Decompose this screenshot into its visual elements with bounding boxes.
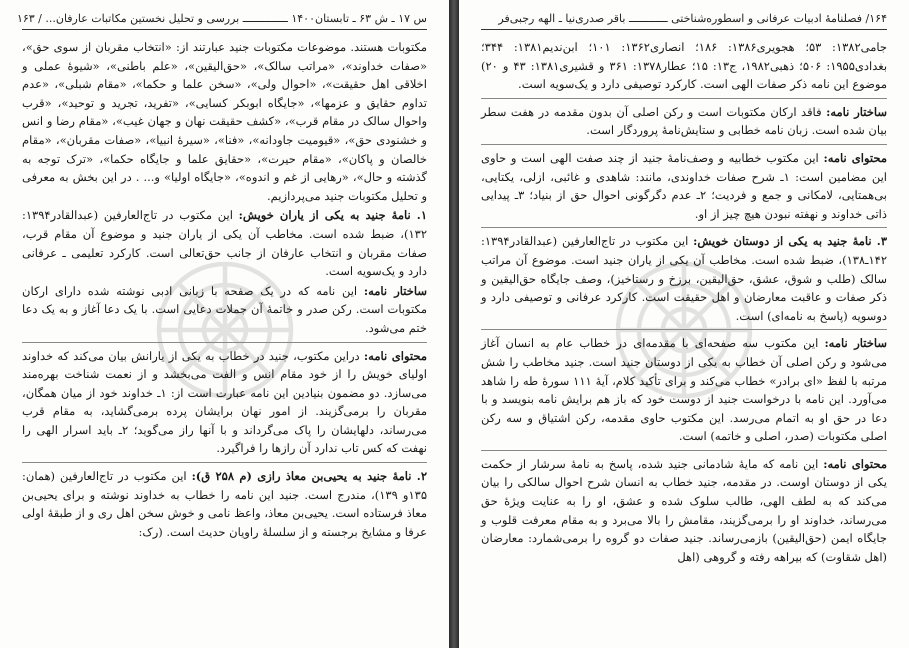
paragraph: محتوای نامه: دراین مکتوب، جنید در خطاب به یکی از یارانش بیان می‌کند که خداوند اولیای خویش را از خود مقام انس و الفت می‌بخشد و از نعمت شناخت بهره‌مند می‌سازد. دو مضمون بنیادین این نامه عبارت است از: ۱ـ خداوند خود از میان همگان، مقربان را برمی‌گزیند. از امور نهان برایشان پرده برمی‌گشاید، به مقام قرب می‌رساند، دلهایشان را پاک می‌گرداند و با آنها راز می‌گوید؛ ۲ـ باید اسرار الهی را نهفت که کس تاب ندارد آن رازها را فراگیرد.: [22, 348, 427, 456]
paragraph: محتوای نامه: این مکتوب خطابیه و وصف‌نامهٔ جنید از چند صفت الهی است و حاوی این مضامین است: ۱ـ شرح صفات خداوندی، مانند: شاهدی و غائبی، ازلی، یکتایی، بی‌همتایی، لامکانی و جمع و فردیت؛ ۲ـ عدم دگرگونی احوال حق از بنیاد؛ ۳ـ پیدایی ذاتی خداوند و نهفته نبودن هیچ چیز از او.: [481, 150, 887, 221]
paragraph: جامی۱۳۸۲: ۵۳؛ هجویری۱۳۸۶: ۱۸۶؛ انصاری۱۳۶۲: ۱۰۱؛ ابن‌ندیم۱۳۸۱: ۳۴۴؛ بغدادی۱۹۵۵: ۵۰۶؛ ذهبی۱۹۸۲، ج۱۳: ۱۵؛ عطار۱۳۷۸: ۳۶۱ و قشیری۱۳۸۱: ۴۳ و ۲۰) موضوع این نامه ذکر صفات الهی است. کارکرد توصیفی دارد و یک‌سویه است.: [481, 40, 888, 92]
divider: [22, 342, 427, 343]
divider: [481, 329, 887, 330]
divider: [22, 462, 427, 463]
divider: [481, 227, 887, 228]
paragraph: ساختار نامه: این نامه که در یک صفحه با زبانی ادبی نوشته شده دارای ارکان مکتوبات است. رکن صدر و خاتمهٔ آن جملات دعایی است. با یک دعا آغاز و به یک دعا ختم می‌شود.: [22, 283, 427, 335]
page-body: [22, 38, 427, 644]
paragraph: ۳. نامهٔ جنید به یکی از دوستان خویش: این مکتوب در تاج‌العارفین (عبدالقادر۱۳۹۴: ۱۴۲ـ۱۳۸)، ضبط شده است. مخاطب آن یکی از یاران جنید است. موضوع آن مراتب سالک (طلب و شوق، عشق، حق‌الیقین، برزخ و رستاخیز)، وصف جایگاه حق‌الیقین و ذکر صفات و عاقبت معارضان و اهل حقیقت است. کارکرد عرفانی و توصیفی دارد و دوسویه (پاسخ به نامه‌ای) است.: [481, 234, 887, 323]
running-head: ۱۶۴/ فصلنامهٔ ادبیات عرفانی و اسطوره‌شناختی ــــــــــــ باقر صدری‌نیا ـ الهه رجبی‌فر: [481, 12, 887, 30]
paragraph: ۱. نامهٔ جنید به یکی از یاران خویش: این مکتوب در تاج‌العارفین (عبدالقادر۱۳۹۴: ۱۳۲)، ضبط شده است. مخاطب آن یکی از یاران جنید و موضوع آن مقام قرب، صفات مقربان و انتخاب عارفان از جانب حق‌تعالی است. کارکرد تعلیمی ـ عرفانی دارد و یک‌سویه است.: [22, 208, 427, 279]
book-gutter: [449, 0, 459, 648]
divider: [481, 450, 887, 451]
divider: [481, 144, 887, 145]
paragraph: ۲. نامهٔ جنید به یحیی‌بن معاذ رازی (م ۲۵۸ ق): این مکتوب در تاج‌العارفین (همان: ۱۳۵و ۱۳۹)، مندرج است. جنید این نامه را خطاب به خداوند نوشته و برای یحیی‌بن معاذ فرستاده است. یحیی‌بن معاذ، واعظ نامی و خوش سخن اهل ری و از طبقهٔ اولی عرفا و مشایخ برجسته و از سلسلهٔ راویان حدیث است. (رک:: [22, 469, 427, 539]
paragraph: ساختار نامه: فاقد ارکان مکتوبات است و رکن اصلی آن بدون مقدمه در هفت سطر بیان شده است. زبان نامه خطابی و ستایش‌نامهٔ پروردگار است.: [481, 104, 887, 138]
page-body: [481, 38, 887, 644]
right-page: [459, 0, 909, 648]
paragraph: محتوای نامه: این نامه که مایهٔ شادمانی جنید شده، پاسخ به نامهٔ سرشار از حکمت یکی از دوستان اوست. در مقدمه، جنید خطاب به انسان شرح احوال سالکی را بیان می‌کند که به لطف الهی، طالب سلوک شده و عشق، او را به عنایت ویژهٔ حق می‌رساند، خداوند او را برمی‌گزیند، مقامش را بالا می‌برد و به مقام معرفت قلوب و جایگاه ایمن (حق‌الیقین) بازمی‌رساند. جنید صفات دو گروه را برمی‌شمارد: معارضان (اهل شقاوت) که بیراهه رفته و گروهی (اهل: [481, 456, 887, 564]
paragraph: مکتوبات هستند. موضوعات مکتوبات جنید عبارتند از: «انتخاب مقربان از سوی حق»، «صفات خداوند»، «مراتب سالک»، «حق‌الیقین»، «علم باطنی»، «شیوهٔ عملی و اخلاقی اهل حقیقت»، «احوال ولی»، «سخن علما و حکما»، «مقام شبلی»، «عدم تداوم حقایق و عزمها»، «جایگاه ابوبکر کسایی»، «تفرید، تجرید و توحید»، «قرب واحوال سالک در مقام قرب»، «کشف حقیقت نهان و جهان غیب»، «مقام رضا و انس و خشنودی حق»، «قیومیت جاودانه»، «فنا»، «سیرهٔ انبیا»، «صفات مقربان»، «مقام خالصان و پاکان»، «مقام حیرت»، «حقایق علما و جایگاه حکما»، «ترک توجه به گذشته و حال»، «رهایی از غم و اندوه»، «جایگاه اولیا» و... . در این بخش به معرفی و تحلیل مکتوبات جنید می‌پردازیم.: [22, 40, 427, 203]
left-page: [0, 0, 449, 648]
paragraph: ساختار نامه: این مکتوب سه صفحه‌ای با مقدمه‌ای در خطاب عام به انسان آغاز می‌شود و رکن اصلی آن خطاب به یکی از دوستان جنید است. جنید مخاطب را شش مرتبه با لفظ «ای برادر» خطاب می‌کند و برای تأکید کلام، آیهٔ ۱۱۱ سورهٔ طه را شاهد می‌آورد. این نامه با درخواست جنید از دوست خود که باز هم برایش نامه بنویسد و با دعا در حق او به اتمام می‌رسد. این مکتوب حاوی مقدمه، رکن اشتیاق و سه رکن اصلی مکتوبات (صدر، اصلی و خاتمه) است.: [481, 336, 887, 444]
divider: [481, 98, 887, 99]
running-head: س ۱۷ ـ ش ۶۳ ـ تابستان۱۴۰۰ ــــــــــــــ بررسی و تحلیل نخستین مکاتبات عارفان... / ۱۶۳: [22, 12, 427, 30]
